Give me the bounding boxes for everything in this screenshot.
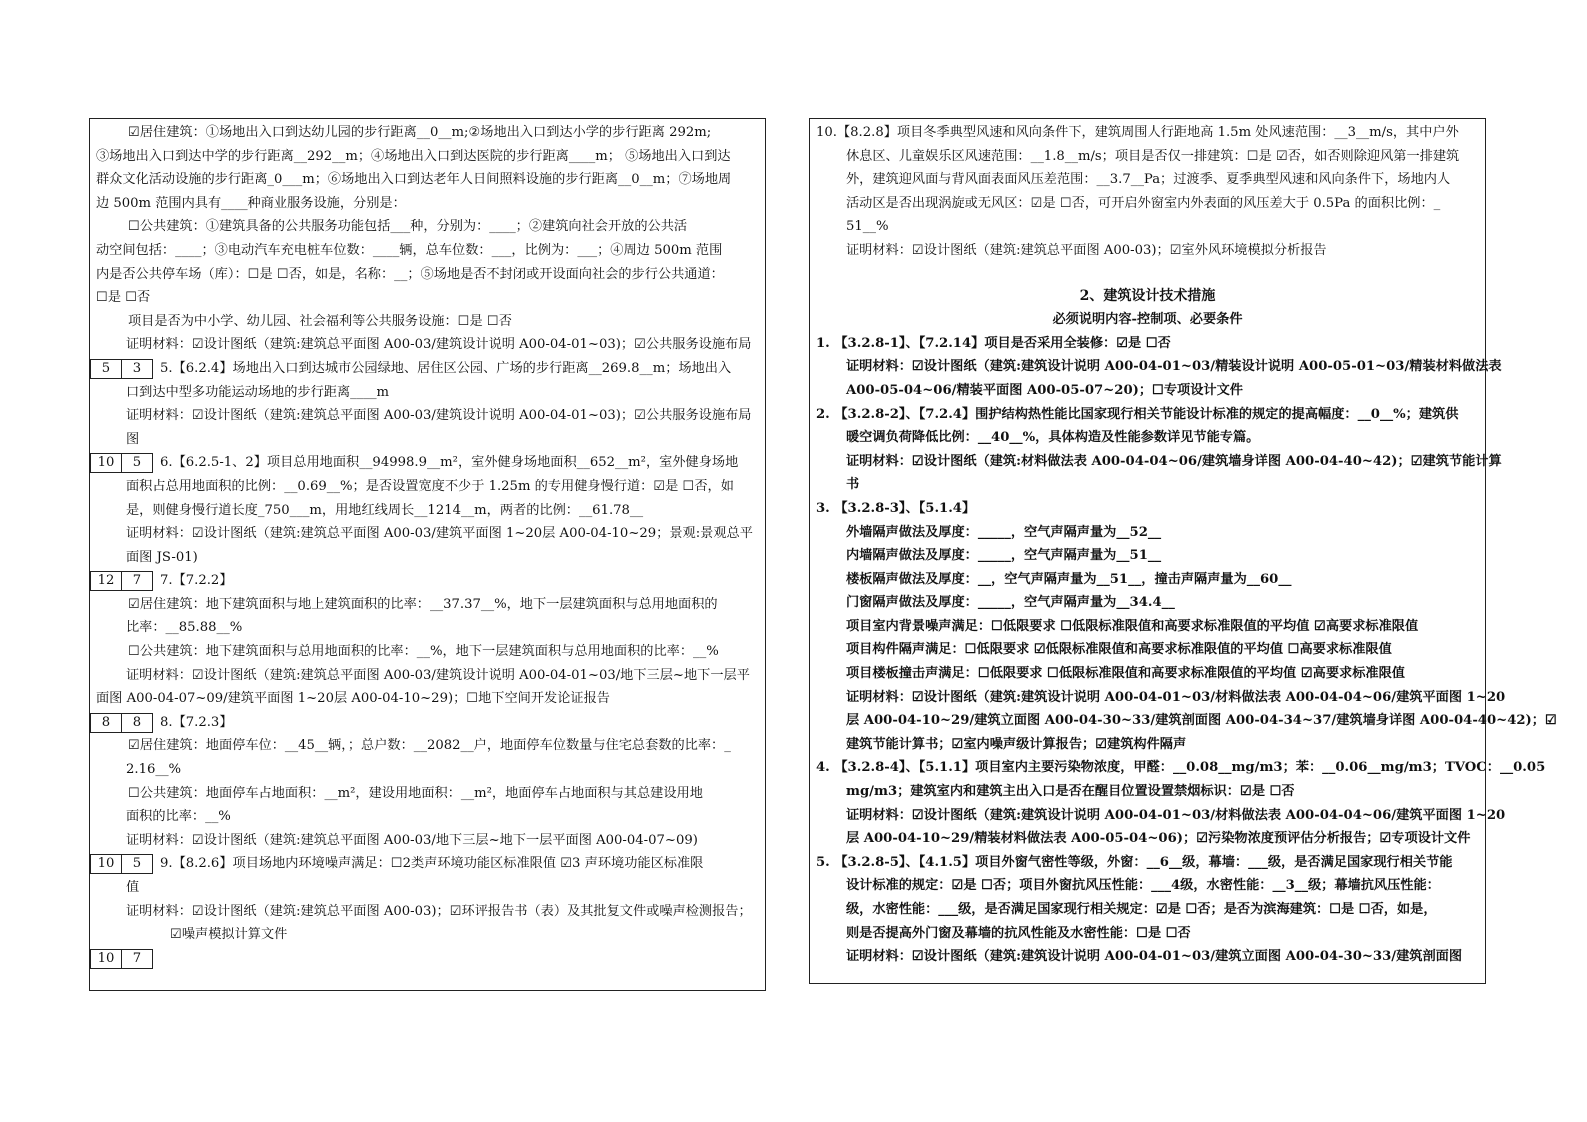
right-text-line: 建筑节能计算书；☑室内噪声级计算报告；☑建筑构件隔声: [846, 736, 1187, 752]
right-text-line: 则是否提高外门窗及幕墙的抗风性能及水密性能：☐是 ☐否: [846, 925, 1191, 941]
score-cell: 8: [90, 713, 122, 733]
right-text-line: 书: [846, 477, 860, 493]
item-text-line: 证明材料：☑设计图纸（建筑:建筑总平面图 A00-03/建筑设计说明 A00-04-01~03/地下三层~地下一层平: [126, 667, 750, 683]
right-text-line: 证明材料：☑设计图纸（建筑:建筑总平面图 A00-03)；☑室外风环境模拟分析报告: [846, 242, 1327, 258]
score-cell: 7: [121, 571, 153, 591]
right-text-line: 内墙隔声做法及厚度：_____，空气声隔声量为__51__: [846, 548, 1162, 564]
right-text-line: 设计标准的规定：☑是 ☐否；项目外窗抗风压性能：___4级，水密性能：__3__级；幕墙抗风压性能：: [846, 878, 1440, 894]
item-text-line: 2.16__%: [126, 762, 182, 778]
left-text-line: 动空间包括：____；③电动汽车充电桩车位数：____辆，总车位数：___，比例为：___；④周边 500m 范围: [96, 242, 723, 258]
score-cell: 5: [121, 453, 153, 473]
left-text-line: 项目是否为中小学、幼儿园、社会福利等公共服务设施：☐是 ☐否: [128, 313, 512, 329]
right-text-line: A00-05-04~06/精装平面图 A00-05-07~20)；☐专项设计文件: [846, 382, 1243, 398]
score-cell: 5: [121, 854, 153, 874]
score-cell: 10: [90, 854, 122, 874]
scored-item: [96, 357, 759, 381]
score-boxes: [90, 451, 152, 475]
item-text-line: 证明材料：☑设计图纸（建筑:建筑总平面图 A00-03/建筑设计说明 A00-04-01~03)；☑公共服务设施布局: [126, 408, 752, 424]
left-text-line: 证明材料：☑设计图纸（建筑:建筑总平面图 A00-03/建筑设计说明 A00-04-01~03)；☑公共服务设施布局: [126, 337, 752, 353]
score-cell: 10: [90, 453, 122, 473]
left-text-line: ☐是 ☐否: [96, 290, 151, 306]
item-title: 9.【8.2.6】项目场地内环境噪声满足：☐2类声环境功能区标准限值 ☑3 声环境功能区标准限: [160, 856, 704, 872]
right-text-line: 层 A00-04-10~29/精装材料做法表 A00-05-04~06)；☑污染物浓度预评估分析报告；☑专项设计文件: [846, 831, 1471, 847]
item-text-line: 面图 A00-04-07~09/建筑平面图 1~20层 A00-04-10~29)；☐地下空间开发论证报告: [96, 691, 610, 707]
right-text-line: 证明材料：☑设计图纸（建筑:建筑设计说明 A00-04-01~03/材料做法表 A00-04-04~06/建筑平面图 1~20: [846, 689, 1506, 705]
right-text-line: 证明材料：☑设计图纸（建筑:建筑设计说明 A00-04-01~03/建筑立面图 A00-04-30~33/建筑剖面图: [846, 949, 1463, 965]
score-cell: 7: [121, 949, 153, 969]
item-title: 6.【6.2.5-1、2】项目总用地面积__94998.9__m²，室外健身场地面积__652__m²，室外健身场地: [160, 455, 739, 471]
right-text-line: 3. 【3.2.8-3】、【5.1.4】: [816, 500, 976, 516]
item-text-line: 图: [126, 431, 140, 447]
score-cell: 5: [90, 359, 122, 379]
right-text-line: 暖空调负荷降低比例：__40__%，具体构造及性能参数详见节能专篇。: [846, 430, 1260, 446]
item-text-line: ☑居住建筑：地面停车位：__45__辆，；总户数：__2082__户，地面停车位数量与住宅总套数的比率：_: [128, 738, 731, 754]
right-page-panel: [809, 118, 1557, 984]
left-text-line: ☑居住建筑：①场地出入口到达幼儿园的步行距离__0__m;②场地出入口到达小学的步行距离 292m;: [128, 125, 712, 140]
right-text-line: 1. 【3.2.8-1】、【7.2.14】项目是否采用全装修：☑是 ☐否: [816, 335, 1171, 351]
item-text-line: 证明材料：☑设计图纸（建筑:建筑总平面图 A00-03/建筑平面图 1~20层 A00-04-10~29；景观:景观总平: [126, 526, 753, 542]
scored-item: [96, 451, 759, 475]
left-text-line: 内是否公共停车场（库）：☐是 ☐否，如是，名称：__；⑤场地是否不封闭或开设面向社会的步行公共通道：: [96, 266, 724, 282]
score-boxes: [90, 852, 152, 876]
right-text-line: [816, 263, 1479, 285]
right-text-line: 2. 【3.2.8-2】、【7.2.4】围护结构热性能比国家现行相关节能设计标准的规定的提高幅度：__0__%；建筑供: [816, 406, 1459, 422]
right-text-line: 10.【8.2.8】项目冬季典型风速和风向条件下，建筑周围人行距地高 1.5m 处风速范围：__3__m/s，其中户外: [816, 125, 1459, 140]
right-text-line: 4. 【3.2.8-4】、【5.1.1】项目室内主要污染物浓度，甲醛：__0.08__mg/m3；苯：__0.06__mg/m3；TVOC：__0.05: [816, 760, 1546, 776]
score-cell: 3: [121, 359, 153, 379]
scored-item: [96, 852, 759, 876]
item-text-line: ☐公共建筑：地面停车占地面积：__m²，建设用地面积：__m²，地面停车占地面积与其总建设用地: [128, 785, 703, 801]
item-text-line: 口到达中型多功能运动场地的步行距离____m: [126, 384, 390, 400]
item-text-line: 比率：__85.88__%: [126, 620, 243, 636]
score-cell: 10: [90, 949, 122, 969]
right-text-line: 51__%: [846, 219, 889, 235]
item-text-line: 面积的比率：__%: [126, 809, 231, 825]
item-text-line: ☑噪声模拟计算文件: [170, 927, 288, 943]
score-boxes: [90, 947, 152, 971]
right-text-line: 级，水密性能：___级，是否满足国家现行相关规定：☑是 ☐否；是否为滨海建筑：☐是 ☐否，如是，: [846, 902, 1437, 917]
right-text-line: 休息区、儿童娱乐区风速范围：__1.8__m/s；项目是否仅一排建筑：☐是 ☑否，如否则除迎风第一排建筑: [846, 148, 1460, 164]
item-title: 5.【6.2.4】场地出入口到达城市公园绿地、居住区公园、广场的步行距离__269.8__m；场地出入: [160, 360, 732, 376]
right-text-line: 活动区是否出现涡旋或无风区：☑是 ☐否，可开启外窗室内外表面的风压差大于 0.5Pa 的面积比例：_: [846, 195, 1441, 211]
right-text-line: 外墙隔声做法及厚度：_____，空气声隔声量为__52__: [846, 524, 1162, 540]
right-text-line: 项目室内背景噪声满足：☐低限要求 ☐低限标准限值和高要求标准限值的平均值 ☑高要求标准限值: [846, 618, 1419, 634]
right-text-line: 2、建筑设计技术措施: [1079, 287, 1216, 304]
left-text-line: 群众文化活动设施的步行距离_0___m；⑥场地出入口到达老年人日间照料设施的步行距离__0__m；⑦场地周: [96, 172, 732, 188]
scored-item: [96, 569, 759, 593]
score-cell: 8: [121, 713, 153, 733]
item-text-line: 证明材料：☑设计图纸（建筑:建筑总平面图 A00-03/地下三层~地下一层平面图 A00-04-07~09): [126, 832, 698, 848]
item-text-line: ☐公共建筑：地下建筑面积与总用地面积的比率：__%，地下一层建筑面积与总用地面积的比率：__%: [128, 644, 719, 660]
left-text-line: 边 500m 范围内具有____种商业服务设施，分别是：: [96, 195, 406, 211]
right-text-line: 证明材料：☑设计图纸（建筑:建筑设计说明 A00-04-01~03/材料做法表 A00-04-04~06/建筑平面图 1~20: [846, 807, 1506, 823]
item-text-line: 证明材料：☑设计图纸（建筑:建筑总平面图 A00-03)；☑环评报告书（表）及其批复文件或噪声检测报告；: [126, 903, 752, 919]
item-title: 8.【7.2.3】: [160, 714, 233, 730]
score-cell: 12: [90, 571, 122, 591]
right-text-line: 必须说明内容-控制项、必要条件: [1052, 312, 1243, 328]
scored-item: [96, 947, 759, 971]
item-text-line: 面积占总用地面积的比例：__0.69__%；是否设置宽度不少于 1.25m 的专用健身慢行道：☑是 ☐否，如: [126, 478, 734, 494]
left-page-panel: [89, 118, 766, 991]
score-boxes: [90, 357, 152, 381]
item-text-line: ☑居住建筑：地下建筑面积与地上建筑面积的比率：__37.37__%，地下一层建筑面积与总用地面积的: [128, 596, 718, 612]
right-text-line: 项目楼板撞击声满足：☐低限要求 ☐低限标准限值和高要求标准限值的平均值 ☑高要求标准限值: [846, 666, 1405, 682]
score-boxes: [90, 569, 152, 593]
right-text-line: 门窗隔声做法及厚度：_____，空气声隔声量为__34.4__: [846, 595, 1175, 611]
left-text-line: ☐公共建筑：①建筑具备的公共服务功能包括___种，分别为：____；②建筑向社会开放的公共活: [128, 219, 688, 235]
item-text-line: 值: [126, 880, 140, 895]
right-text-line: 证明材料：☑设计图纸（建筑:材料做法表 A00-04-04~06/建筑墙身详图 A00-04-40~42)；☑建筑节能计算: [846, 453, 1502, 469]
score-boxes: [90, 711, 152, 735]
left-text-line: ③场地出入口到达中学的步行距离__292__m；④场地出入口到达医院的步行距离____m； ⑤场地出入口到达: [96, 148, 731, 164]
item-text-line: 面图 JS-01): [126, 549, 198, 565]
item-text-line: 是，则健身慢行道长度_750___m，用地红线周长__1214__m，两者的比例：__61.78__: [126, 502, 644, 518]
right-text-line: 证明材料：☑设计图纸（建筑:建筑设计说明 A00-04-01~03/精装设计说明 A00-05-01~03/精装材料做法表: [846, 359, 1502, 375]
scored-item: [96, 711, 759, 735]
item-title: 7.【7.2.2】: [160, 573, 233, 589]
right-text-line: 项目构件隔声满足：☐低限要求 ☑低限标准限值和高要求标准限值的平均值 ☐高要求标准限值: [846, 642, 1392, 658]
right-text-line: mg/m3；建筑室内和建筑主出入口是否在醒目位置设置禁烟标识：☑是 ☐否: [846, 784, 1295, 800]
right-text-line: 5. 【3.2.8-5】、【4.1.5】项目外窗气密性等级，外窗：__6__级，幕墙：___级，是否满足国家现行相关节能: [816, 854, 1453, 870]
right-text-line: 层 A00-04-10~29/建筑立面图 A00-04-30~33/建筑剖面图 A00-04-34~37/建筑墙身详图 A00-04-40~42)；☑: [846, 713, 1557, 729]
right-text-line: 外，建筑迎风面与背风面表面风压差范围：__3.7__Pa；过渡季、夏季典型风速和风向条件下，场地内人: [846, 172, 1451, 188]
right-text-line: 楼板隔声做法及厚度：__，空气声隔声量为__51__，撞击声隔声量为__60__: [846, 571, 1292, 587]
